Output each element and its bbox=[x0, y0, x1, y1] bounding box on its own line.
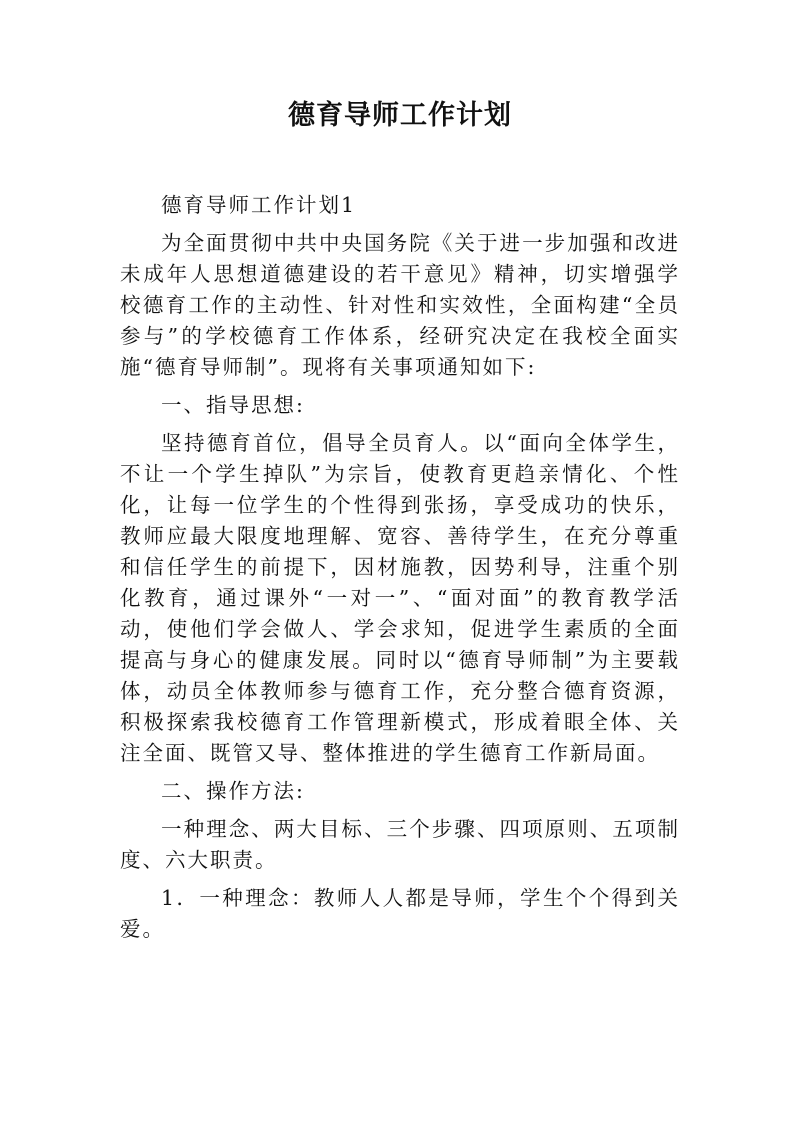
guiding-ideology-paragraph: 坚持德育首位，倡导全员育人。以“面向全体学生，不让一个学生掉队”为宗旨，使教育更趋亲情化、个性化，让每一位学生的个性得到张扬，享受成功的快乐，教师应最大限度地理解、宽容、善待学生，在充分尊重和信任学生的前提下，因材施教，因势利导，注重个别化教育，通过课外“一对一”、“面对面”的教育教学活动，使他们学会做人、学会求知，促进学生素质的全面提高与身心的健康发展。同时以“德育导师制”为主要载体，动员全体教师参与德育工作，充分整合德育资源，积极探索我校德育工作管理新模式，形成着眼全体、关注全面、既管又导、整体推进的学生德育工作新局面。 bbox=[120, 431, 680, 765]
section-heading-operation-method: 二、操作方法: bbox=[161, 779, 305, 803]
list-item-concept: 1．一种理念：教师人人都是导师，学生个个得到关爱。 bbox=[120, 886, 680, 941]
document-body bbox=[120, 190, 680, 945]
operation-method-paragraph: 一种理念、两大目标、三个步骤、四项原则、五项制度、六大职责。 bbox=[120, 817, 680, 872]
intro-paragraph: 为全面贯彻中共中央国务院《关于进一步加强和改进未成年人思想道德建设的若干意见》精神，切实增强学校德育工作的主动性、针对性和实效性，全面构建“全员参与”的学校德育工作体系，经研究决定在我校全面实施“德育导师制”。现将有关事项通知如下: bbox=[120, 231, 680, 379]
document-title: 德育导师工作计划 bbox=[288, 100, 512, 131]
document-subtitle: 德育导师工作计划1 bbox=[161, 193, 357, 217]
section-heading-guiding-ideology: 一、指导思想: bbox=[161, 393, 305, 417]
